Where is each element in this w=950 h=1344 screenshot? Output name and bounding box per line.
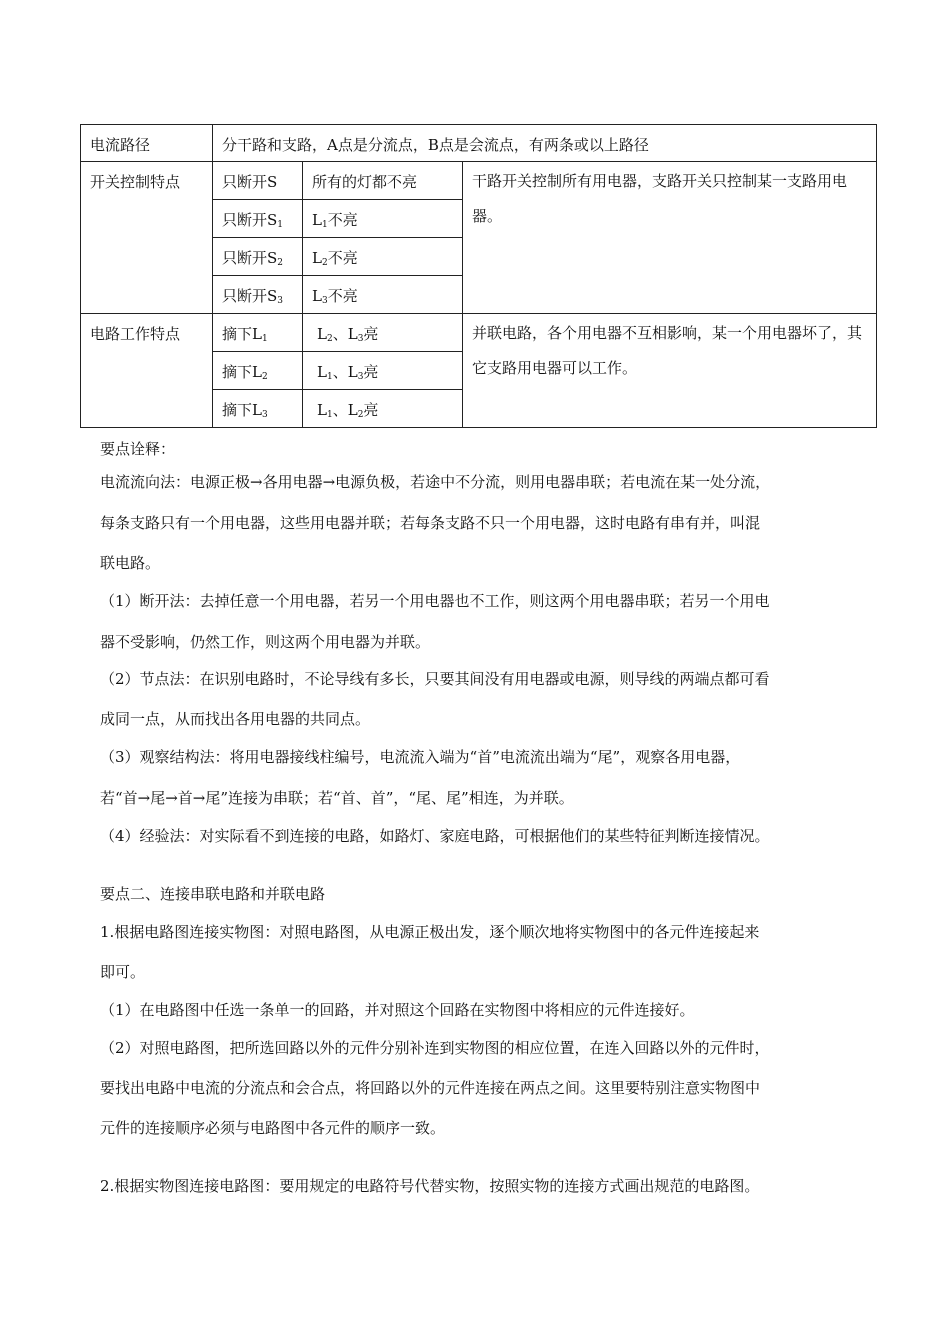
paragraph-line: 若“首→尾→首→尾”连接为串联；若“首、首”，“尾、尾”相连，为并联。 (100, 789, 574, 807)
table-cell-result: $L_3$不亮 (303, 276, 463, 314)
table-cell-action: 只断开$S_2$ (213, 238, 303, 276)
table-cell-description: 并联电路，各个用电器不互相影响，某一个用电器坏了，其它支路用电器可以工作。 (463, 314, 877, 428)
row-value: 分干路和支路，A点是分流点，B点是会流点，有两条或以上路径 (213, 125, 877, 162)
paragraph-line: 每条支路只有一个用电器，这些用电器并联；若每条支路不只一个用电器，这时电路有串有并，叫混 (100, 514, 761, 532)
notes-heading: 要点诠释： (100, 440, 176, 458)
table-cell-result: $L_2$、$L_3$亮 (303, 314, 463, 352)
section-heading: 要点二、连接串联电路和并联电路 (100, 885, 326, 903)
table-cell-action: 摘下$L_3$ (213, 390, 303, 428)
paragraph-line: （2）对照电路图，把所选回路以外的元件分别补连到实物图的相应位置，在连入回路以外的元件时， (100, 1039, 770, 1057)
paragraph-line: （4）经验法：对实际看不到连接的电路，如路灯、家庭电路，可根据他们的某些特征判断连接情况。 (100, 827, 770, 845)
table-cell-action: 摘下$L_2$ (213, 352, 303, 390)
paragraph-line: 即可。 (100, 963, 146, 981)
table-cell-action: 摘下$L_1$ (213, 314, 303, 352)
paragraph-line: 电流流向法：电源正极→各用电器→电源负极，若途中不分流，则用电器串联；若电流在某一处分流， (100, 473, 771, 491)
table-cell-result: $L_1$、$L_3$亮 (303, 352, 463, 390)
paragraph-line: 2.根据实物图连接电路图：要用规定的电路符号代替实物，按照实物的连接方式画出规范的电路图。 (100, 1177, 760, 1195)
paragraph-line: （3）观察结构法：将用电器接线柱编号，电流流入端为“首”电流流出端为“尾”，观察各用电器， (100, 748, 741, 766)
table-row-work (81, 314, 877, 352)
table-cell-result: $L_1$、$L_2$亮 (303, 390, 463, 428)
paragraph-line: 联电路。 (100, 554, 161, 572)
paragraph-line: 成同一点，从而找出各用电器的共同点。 (100, 710, 371, 728)
paragraph-line: 1.根据电路图连接实物图：对照电路图，从电源正极出发，逐个顺次地将实物图中的各元件连接起来 (100, 923, 760, 941)
paragraph-line: 元件的连接顺序必须与电路图中各元件的顺序一致。 (100, 1119, 446, 1137)
paragraph-line: （1）断开法：去掉任意一个用电器，若另一个用电器也不工作，则这两个用电器串联；若另一个用电 (100, 592, 770, 610)
table-cell-result: $L_2$不亮 (303, 238, 463, 276)
table-cell-action: 只断开S (213, 162, 303, 200)
circuit-comparison-table (80, 124, 877, 428)
row-label: 电路工作特点 (81, 314, 213, 428)
table-cell-action: 只断开$S_3$ (213, 276, 303, 314)
paragraph-line: 器不受影响，仍然工作，则这两个用电器为并联。 (100, 633, 431, 651)
table-cell-description: 干路开关控制所有用电器，支路开关只控制某一支路用电器。 (463, 162, 877, 314)
paragraph-line: （1）在电路图中任选一条单一的回路，并对照这个回路在实物图中将相应的元件连接好。 (100, 1001, 695, 1019)
table-row-path (81, 125, 877, 162)
table-cell-result: 所有的灯都不亮 (303, 162, 463, 200)
row-label: 开关控制特点 (81, 162, 213, 314)
table-row-switch (81, 162, 877, 200)
row-label: 电流路径 (81, 125, 213, 162)
paragraph-line: （2）节点法：在识别电路时，不论导线有多长，只要其间没有用电器或电源，则导线的两端点都可看 (100, 670, 770, 688)
paragraph-line: 要找出电路中电流的分流点和会合点，将回路以外的元件连接在两点之间。这里要特别注意实物图中 (100, 1079, 761, 1097)
table-cell-action: 只断开$S_1$ (213, 200, 303, 238)
table-cell-result: $L_1$不亮 (303, 200, 463, 238)
